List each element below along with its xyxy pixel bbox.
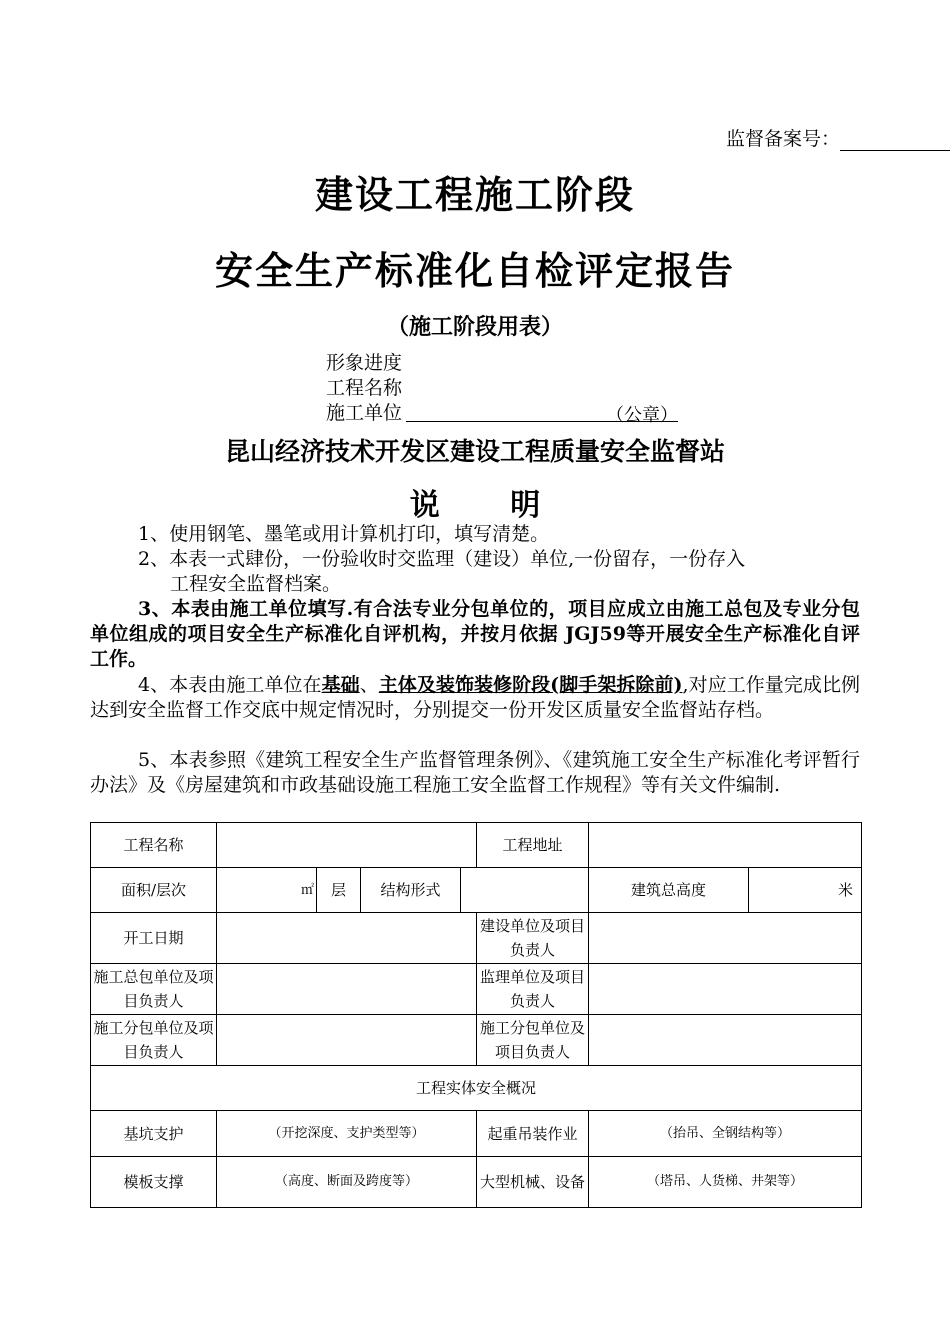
contractor-field [326, 398, 678, 425]
floors-value[interactable] [317, 868, 361, 913]
seal-label: （公章） [606, 404, 679, 426]
record-number [726, 124, 950, 151]
progress-field: 形象进度 [326, 352, 403, 374]
table-row [91, 1111, 862, 1157]
lifting-label: 起重吊装作业 [477, 1111, 589, 1157]
project-name-label: 工程名称 [91, 823, 217, 868]
general-contractor-value[interactable] [217, 964, 477, 1015]
start-date-value[interactable] [217, 913, 477, 964]
general-contractor-label: 施工总包单位及项目负责人 [91, 964, 217, 1015]
lifting-hint[interactable]: （抬吊、全钢结构等） [589, 1111, 862, 1157]
table-row [91, 1157, 862, 1208]
explain-title: 说 明 [409, 488, 571, 523]
subcontractor-a-label: 施工分包单位及项目负责人 [91, 1015, 217, 1066]
contractor-blank[interactable] [406, 404, 679, 426]
note-4-foundation: 基础 [321, 674, 360, 696]
formwork-label: 模板支撑 [91, 1157, 217, 1208]
note-2: 2、本表一式肆份，一份验收时交监理（建设）单位,一份留存，一份存入 [138, 548, 746, 570]
project-name-field: 工程名称 [326, 377, 403, 399]
note-5: 5、本表参照《建筑工程安全生产监督管理条例》、《建筑施工安全生产标准化考评暂行办法》及《房屋建筑和市政基础设施工程施工安全监督工作规程》等有关文件编制. [90, 749, 860, 796]
note-4-sep: 、 [359, 674, 379, 696]
area-floors-label: 面积/层次 [91, 868, 217, 913]
structure-label: 结构形式 [361, 868, 461, 913]
safety-overview-heading: 工程实体安全概况 [91, 1066, 862, 1111]
table-row [91, 868, 862, 913]
table-row [91, 823, 862, 868]
machinery-label: 大型机械、设备 [477, 1157, 589, 1208]
total-height-label: 建筑总高度 [589, 868, 749, 913]
note-4-main-stage: 主体及装饰装修阶段(脚手架拆除前) [378, 674, 683, 696]
contractor-label: 施工单位 [326, 402, 403, 424]
machinery-hint[interactable]: （塔吊、人货梯、井架等） [589, 1157, 862, 1208]
total-height-value[interactable] [749, 868, 862, 913]
note-1: 1、使用钢笔、墨笔或用计算机打印，填写清楚。 [138, 523, 550, 545]
supervision-station: 昆山经济技术开发区建设工程质量安全监督站 [224, 437, 725, 466]
table-row [91, 1015, 862, 1066]
project-address-label: 工程地址 [477, 823, 589, 868]
structure-value[interactable] [461, 868, 589, 913]
project-info-table [90, 822, 862, 1208]
record-number-blank[interactable] [840, 132, 950, 151]
project-name-value[interactable] [217, 823, 477, 868]
record-number-label: 监督备案号： [726, 128, 841, 150]
subcontractor-a-value[interactable] [217, 1015, 477, 1066]
formwork-hint[interactable]: （高度、断面及跨度等） [217, 1157, 477, 1208]
report-title-line2: 安全生产标准化自检评定报告 [214, 248, 735, 293]
table-row [91, 1066, 862, 1111]
note-4-pre: 4、本表由施工单位在 [138, 674, 322, 696]
note-3: 3、本表由施工单位填写.有合法专业分包单位的，项目应成立由施工总包及专业分包单位组成的项目安全生产标准化自评机构，并按月依据 JGJ59等开展安全生产标准化自评工作。 [90, 598, 860, 670]
table-row [91, 964, 862, 1015]
pit-support-label: 基坑支护 [91, 1111, 217, 1157]
subcontractor-b-label: 施工分包单位及项目负责人 [477, 1015, 589, 1066]
owner-value[interactable] [589, 913, 862, 964]
area-unit: ㎡ [300, 883, 314, 898]
report-subtitle: （施工阶段用表） [386, 314, 563, 340]
table-row [91, 913, 862, 964]
start-date-label: 开工日期 [91, 913, 217, 964]
supervisor-label: 监理单位及项目负责人 [477, 964, 589, 1015]
report-title-line1: 建设工程施工阶段 [314, 172, 635, 217]
owner-label: 建设单位及项目负责人 [477, 913, 589, 964]
note-4 [90, 673, 860, 723]
note-4-post: ,对应工作量完成比例达到安全监督工作交底中规定情况时，分别提交一份开发区质量安全监督站存档。 [90, 674, 860, 721]
project-address-value[interactable] [589, 823, 862, 868]
height-unit: 米 [838, 881, 854, 899]
floor-unit: 层 [330, 881, 346, 899]
supervisor-value[interactable] [589, 964, 862, 1015]
area-value[interactable] [217, 868, 317, 913]
pit-support-hint[interactable]: （开挖深度、支护类型等） [217, 1111, 477, 1157]
note-2-cont: 工程安全监督档案。 [170, 573, 342, 595]
subcontractor-b-value[interactable] [589, 1015, 862, 1066]
